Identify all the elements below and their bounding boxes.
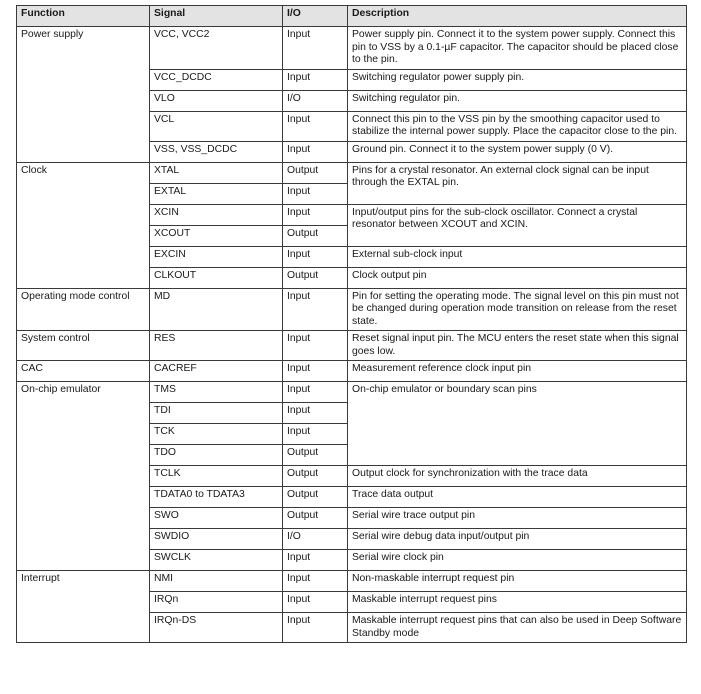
function-cell: Interrupt: [17, 571, 150, 643]
io-cell: Output: [283, 487, 348, 508]
signal-cell: SWO: [150, 508, 283, 529]
function-cell: Clock: [17, 162, 150, 288]
io-cell: Input: [283, 141, 348, 162]
signal-cell: VCC, VCC2: [150, 27, 283, 70]
function-cell: On-chip emulator: [17, 382, 150, 571]
io-cell: Output: [283, 267, 348, 288]
signal-cell: VCL: [150, 111, 283, 141]
signal-cell: EXTAL: [150, 183, 283, 204]
io-cell: Output: [283, 466, 348, 487]
signal-cell: XTAL: [150, 162, 283, 183]
description-cell: Pin for setting the operating mode. The signal level on this pin must not be changed during operation mode transition on release from the reset state.: [348, 288, 687, 331]
io-cell: Input: [283, 27, 348, 70]
signal-cell: VLO: [150, 90, 283, 111]
header-function: Function: [17, 6, 150, 27]
signal-cell: SWDIO: [150, 529, 283, 550]
signal-cell: MD: [150, 288, 283, 331]
description-cell: Serial wire clock pin: [348, 550, 687, 571]
table-row: [17, 361, 687, 382]
signal-cell: TDATA0 to TDATA3: [150, 487, 283, 508]
description-cell: Pins for a crystal resonator. An external clock signal can be input through the EXTAL pin.: [348, 162, 687, 204]
function-cell: Power supply: [17, 27, 150, 163]
table-row: [17, 571, 687, 592]
description-cell: Input/output pins for the sub-clock oscillator. Connect a crystal resonator between XCOUT and XCIN.: [348, 204, 687, 246]
description-cell: External sub-clock input: [348, 246, 687, 267]
description-cell: Power supply pin. Connect it to the system power supply. Connect this pin to VSS by a 0.1-µF capacitor. The capacitor should be placed close to the pin.: [348, 27, 687, 70]
description-cell: Trace data output: [348, 487, 687, 508]
signal-cell: RES: [150, 331, 283, 361]
io-cell: Input: [283, 331, 348, 361]
signal-cell: TMS: [150, 382, 283, 403]
signal-cell: TDI: [150, 403, 283, 424]
io-cell: Input: [283, 571, 348, 592]
signal-cell: EXCIN: [150, 246, 283, 267]
description-cell: Measurement reference clock input pin: [348, 361, 687, 382]
table-header-row: [17, 6, 687, 27]
signal-cell: TCLK: [150, 466, 283, 487]
io-cell: Input: [283, 592, 348, 613]
description-cell: Switching regulator power supply pin.: [348, 69, 687, 90]
description-cell: On-chip emulator or boundary scan pins: [348, 382, 687, 466]
table-row: [17, 288, 687, 331]
description-cell: Maskable interrupt request pins: [348, 592, 687, 613]
io-cell: Input: [283, 111, 348, 141]
description-cell: Output clock for synchronization with the trace data: [348, 466, 687, 487]
header-signal: Signal: [150, 6, 283, 27]
io-cell: Input: [283, 183, 348, 204]
table-row: [17, 382, 687, 403]
io-cell: Input: [283, 382, 348, 403]
signal-cell: XCOUT: [150, 225, 283, 246]
description-cell: Connect this pin to the VSS pin by the smoothing capacitor used to stabilize the internal power supply. Place the capacitor close to the pin.: [348, 111, 687, 141]
signal-cell: VSS, VSS_DCDC: [150, 141, 283, 162]
io-cell: I/O: [283, 90, 348, 111]
signal-cell: VCC_DCDC: [150, 69, 283, 90]
description-cell: Non-maskable interrupt request pin: [348, 571, 687, 592]
io-cell: Output: [283, 445, 348, 466]
signal-cell: TCK: [150, 424, 283, 445]
io-cell: Input: [283, 403, 348, 424]
description-cell: Serial wire trace output pin: [348, 508, 687, 529]
table-row: [17, 162, 687, 183]
io-cell: Input: [283, 613, 348, 643]
io-cell: Input: [283, 288, 348, 331]
signal-cell: IRQn-DS: [150, 613, 283, 643]
io-cell: Output: [283, 508, 348, 529]
signal-cell: IRQn: [150, 592, 283, 613]
signal-cell: SWCLK: [150, 550, 283, 571]
description-cell: Maskable interrupt request pins that can also be used in Deep Software Standby mode: [348, 613, 687, 643]
io-cell: Input: [283, 69, 348, 90]
signal-cell: TDO: [150, 445, 283, 466]
description-cell: Clock output pin: [348, 267, 687, 288]
io-cell: Input: [283, 204, 348, 225]
signal-cell: CLKOUT: [150, 267, 283, 288]
description-cell: Serial wire debug data input/output pin: [348, 529, 687, 550]
io-cell: Input: [283, 550, 348, 571]
table-row: [17, 331, 687, 361]
description-cell: Switching regulator pin.: [348, 90, 687, 111]
io-cell: I/O: [283, 529, 348, 550]
io-cell: Output: [283, 162, 348, 183]
header-io: I/O: [283, 6, 348, 27]
function-cell: System control: [17, 331, 150, 361]
pin-function-table: [16, 5, 687, 643]
description-cell: Ground pin. Connect it to the system power supply (0 V).: [348, 141, 687, 162]
io-cell: Output: [283, 225, 348, 246]
signal-cell: NMI: [150, 571, 283, 592]
description-cell: Reset signal input pin. The MCU enters the reset state when this signal goes low.: [348, 331, 687, 361]
function-cell: CAC: [17, 361, 150, 382]
io-cell: Input: [283, 246, 348, 267]
io-cell: Input: [283, 361, 348, 382]
function-cell: Operating mode control: [17, 288, 150, 331]
header-description: Description: [348, 6, 687, 27]
signal-cell: XCIN: [150, 204, 283, 225]
table-row: [17, 27, 687, 70]
signal-cell: CACREF: [150, 361, 283, 382]
io-cell: Input: [283, 424, 348, 445]
